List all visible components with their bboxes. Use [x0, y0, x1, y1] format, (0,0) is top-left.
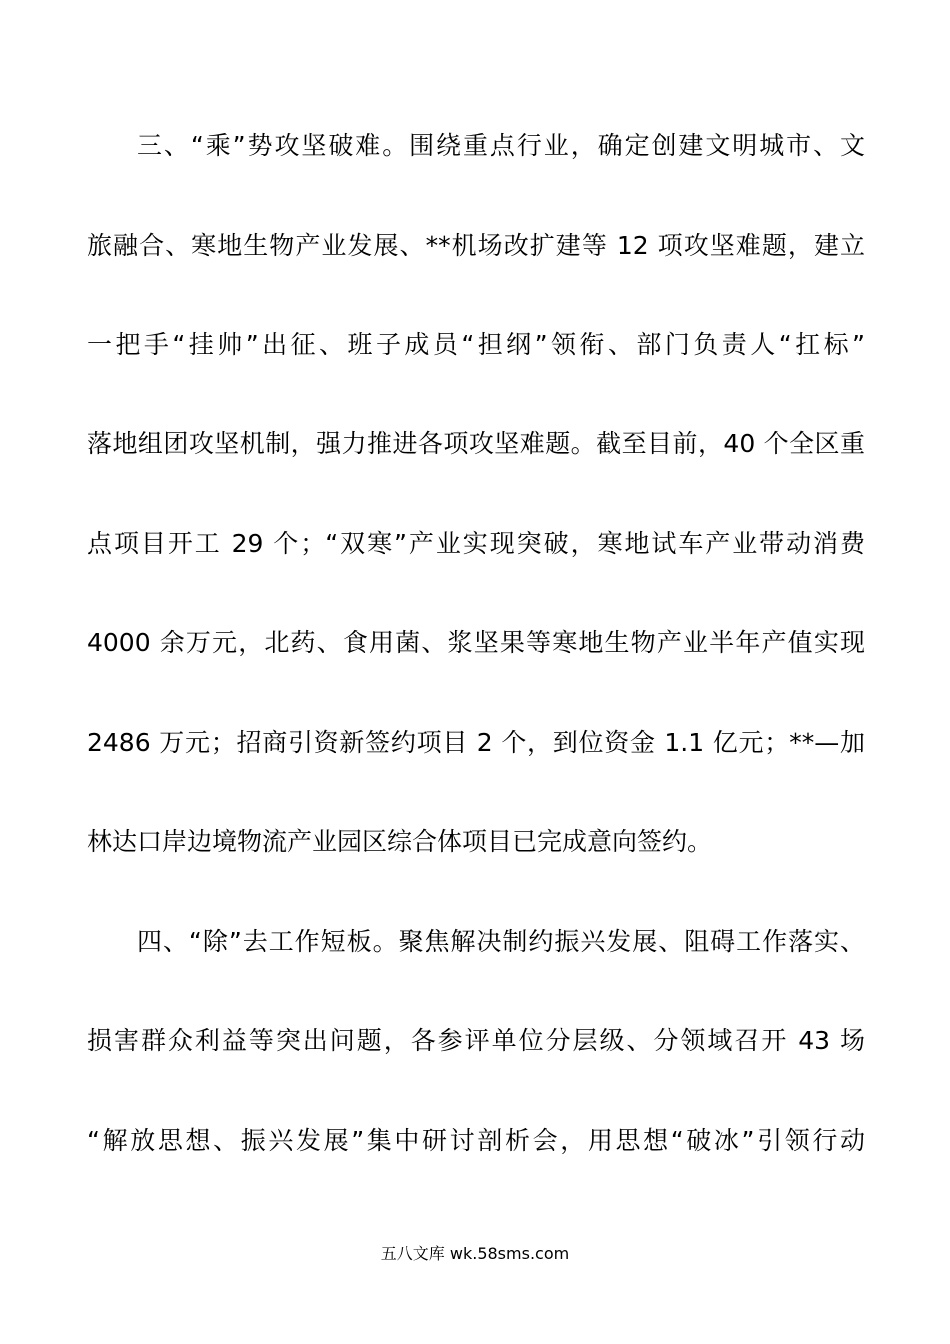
paragraph-1-line-2: 旅融合、寒地生物产业发展、**机场改扩建等 12 项攻坚难题，建立 — [87, 231, 865, 260]
paragraph-1-line-4: 落地组团攻坚机制，强力推进各项攻坚难题。截至目前，40 个全区重 — [87, 429, 865, 458]
paragraph-2-line-1: 四、“除”去工作短板。聚焦解决制约振兴发展、阻碍工作落实、 — [137, 927, 865, 956]
paragraph-2-line-2: 损害群众利益等突出问题，各参评单位分层级、分领域召开 43 场 — [87, 1026, 865, 1055]
paragraph-2-line-3: “解放思想、振兴发展”集中研讨剖析会，用思想“破冰”引领行动 — [87, 1126, 865, 1155]
paragraph-1-line-5: 点项目开工 29 个；“双寒”产业实现突破，寒地试车产业带动消费 — [87, 529, 865, 558]
paragraph-1-line-8: 林达口岸边境物流产业园区综合体项目已完成意向签约。 — [87, 827, 713, 856]
footer-watermark: 五八文库 wk.58sms.com — [380, 1244, 570, 1263]
paragraph-1-line-6: 4000 余万元，北药、食用菌、浆坚果等寒地生物产业半年产值实现 — [87, 628, 865, 657]
paragraph-1-line-3: 一把手“挂帅”出征、班子成员“担纲”领衔、部门负责人“扛标” — [87, 330, 865, 359]
paragraph-1-line-7: 2486 万元；招商引资新签约项目 2 个，到位资金 1.1 亿元；**—加 — [87, 728, 865, 757]
paragraph-1-line-1: 三、“乘”势攻坚破难。围绕重点行业，确定创建文明城市、文 — [137, 131, 865, 160]
